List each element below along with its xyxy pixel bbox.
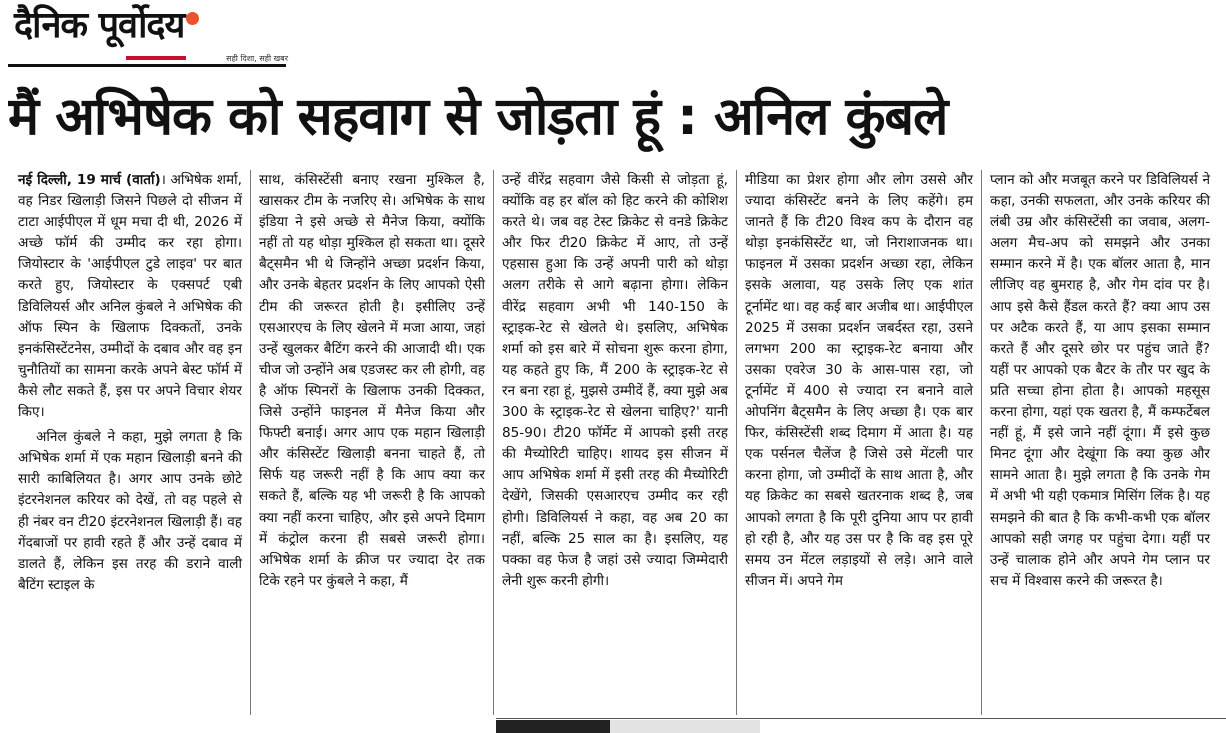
paragraph-text: । अभिषेक शर्मा, वह निडर खिलाड़ी जिसने पिछले दो सीजन में टाटा आईपीएल में धूम मचा दी थी, 2026 में अच्छे फॉर्म की उम्मीद कर रहा होगा। जियोस्टार के 'आईपीएल टुडे लाइव' पर बात करते हुए, जियोस्टार के एक्सपर्ट एबी डिविलियर्स और अनिल कुंबले ने अभिषेक की ऑफ स्पिन के खिलाफ दिक्कतों, उनके इनकंसिस्टेंटनेस, उम्मीदों के दबाव और वह इन चुनौतियों का सामना करके अपने बेस्ट फॉर्म में कैसे लौट सकते हैं, इस पर अपने विचार शेयर किए।	[18, 172, 242, 421]
paragraph: साथ, कंसिस्टेंसी बनाए रखना मुश्किल है, खासकर टीम के नजरिए से। अभिषेक के साथ इंडिया ने इसे अच्छे से मैनेज किया, क्योंकि नहीं तो यह थोड़ा मुश्किल हो सकता था। दूसरे बैट्समैन भी थे जिन्होंने अच्छा प्रदर्शन किया, और उनके बेहतर प्रदर्शन के लिए आपको ऐसी टीम की जरूरत होती है। इसीलिए उन्हें एसआरएच के लिए खेलने में मजा आया, जहां उन्हें खुलकर बैटिंग करने की आजादी थी। एक चीज जो उन्होंने अब एडजस्ट कर ली होगी, वह है ऑफ स्पिनरों के खिलाफ उनकी दिक्कत, जिसे उन्होंने फाइनल में मैनेज किया और फिफ्टी बनाई। अगर आप एक महान खिलाड़ी और कंसिस्टेंट खिलाड़ी बनना चाहते हैं, तो सिर्फ यह जरूरी नहीं है कि आप क्या कर सकते हैं, बल्कि यह भी जरूरी है कि आपको क्या नहीं करना चाहिए, और इसे अपने दिमाग में कंट्रोल करना ही सबसे जरूरी होगा। अभिषेक शर्मा के क्रीज पर ज्यादा देर तक टिके रहने पर कुंबले ने कहा, मैं	[259, 172, 485, 589]
article-column-5	[982, 170, 1218, 715]
masthead	[8, 6, 288, 76]
article-body	[10, 170, 1218, 715]
paragraph: प्लान को और मजबूत करने पर डिविलियर्स ने कहा, उनकी सफलता, और उनके करियर की लंबी उम्र और कंसिस्टेंसी का जवाब, अलग-अलग मैच-अप को समझने और उनका सम्मान करने में है। एक बॉलर आता है, मान लीजिए वह बुमराह है, और गेम दांव पर है। आप इसे कैसे हैंडल करते हैं? क्या आप उस पर अटैक करते हैं, या आप इसका सम्मान करते हैं और दूसरे छोर पर पहुंच जाते हैं? यहीं पर आपको एक बैटर के तौर पर खुद के प्रति सच्चा होना होता है। आपको महसूस करना होगा, यहां एक खतरा है, मैं कम्फर्टेबल नहीं हूं, मैं इसे जाने नहीं दूंगा। मैं इसे कुछ मिनट दूंगा और देखूंगा कि क्या कुछ और सामने आता है। मुझे लगता है कि उनके गेम में अभी भी यही एकमात्र मिसिंग लिंक है। यह समझने की बात है कि कभी-कभी एक बॉलर आपको सही जगह पर पहुंचा देगा। यहीं पर उन्हें चालाक होने और अपने गेम प्लान पर सच में विश्वास करने की जरूरत है।	[990, 172, 1210, 589]
article-column-2	[251, 170, 494, 715]
article-headline: मैं अभिषेक को सहवाग से जोड़ता हूं : अनिल कुंबले	[8, 87, 948, 147]
divider	[496, 718, 1226, 719]
article-column-3	[494, 170, 737, 715]
logo-dot-icon	[186, 12, 199, 25]
dateline: नई दिल्ली, 19 मार्च (वार्ता)	[18, 172, 161, 188]
masthead-red-bar	[126, 56, 186, 60]
logo-text: दैनिक पूर्वोदय	[14, 5, 185, 46]
masthead-rule	[8, 64, 286, 67]
newspaper-logo	[14, 6, 288, 46]
dark-block	[496, 720, 610, 733]
paragraph	[18, 170, 242, 423]
paragraph: अनिल कुंबले ने कहा, मुझे लगता है कि अभिषेक शर्मा में एक महान खिलाड़ी बनने की सारी काबिलियत है। अगर आप उनके छोटे इंटरनेशनल करियर को देखें, तो वह पहले से ही नंबर वन टी20 इंटरनेशनल खिलाड़ी हैं। वह गेंदबाजों पर हावी रहते हैं और उन्हें दबाव में डालते हैं, लेकिन इस तरह की डराने वाली बैटिंग स्टाइल के	[18, 429, 242, 593]
article-column-4	[737, 170, 982, 715]
bottom-strip	[0, 716, 1226, 729]
paragraph: मीडिया का प्रेशर होगा और लोग उससे और ज्यादा कंसिस्टेंट बनने के लिए कहेंगे। हम जानते हैं कि टी20 विश्व कप के दौरान वह थोड़ा इनकंसिस्टेंट था, जो निराशाजनक था। फाइनल में उसका प्रदर्शन अच्छा रहा, लेकिन इसके अलावा, यह उसके लिए एक शांत टूर्नामेंट था। वह कई बार अजीब था। आईपीएल 2025 में उसका प्रदर्शन जबर्दस्त रहा, उसने लगभग 200 का स्ट्राइक-रेट बनाया और उसका एवरेज 30 के आस-पास रहा, जो टूर्नामेंट में 400 से ज्यादा रन बनाने वाले ओपनिंग बैट्समैन के लिए अच्छा है। एक बार फिर, कंसिस्टेंसी शब्द दिमाग में आता है। यह एक पर्सनल चैलेंज है जिसे उसे मेंटली पार करना होगा, जो उम्मीदों के साथ आता है, और यह क्रिकेट का सबसे खतरनाक शब्द है, जब आपको लगता है कि पूरी दुनिया आप पर हावी हो रही है, और यह उस पर है कि वह इस पूरे समय उन मेंटल लड़ाइयों से लड़े। आने वाले सीजन में। अपने गेम	[745, 172, 973, 589]
masthead-tagline: सही दिशा, सही खबर	[226, 54, 288, 63]
article-column-1	[10, 170, 251, 715]
light-block	[610, 720, 760, 733]
paragraph: उन्हें वीरेंद्र सहवाग जैसे किसी से जोड़ता हूं, क्योंकि वह हर बॉल को हिट करने की कोशिश करते थे। जब वह टेस्ट क्रिकेट से वनडे क्रिकेट और फिर टी20 क्रिकेट में आए, तो उन्हें एहसास हुआ कि उन्हें अपनी पारी को थोड़ा अलग तरीके से आगे बढ़ाना होगा। लेकिन वीरेंद्र सहवाग अभी भी 140-150 के स्ट्राइक-रेट से खेलते थे। इसलिए, अभिषेक शर्मा को इस बारे में सोचना शुरू करना होगा, यह कहते हुए कि, मैं 200 के स्ट्राइक-रेट से रन बना रहा हूं, मुझसे उम्मीदें हैं, क्या मुझे अब 300 के स्ट्राइक-रेट से खेलना चाहिए?' यानी 85-90। टी20 फॉर्मेट में आपको इसी तरह की मैच्योरिटी चाहिए। शायद इस सीजन में आप अभिषेक शर्मा में इसी तरह की मैच्योरिटी देखेंगे, जिसकी एसआरएच उम्मीद कर रही होगी। डिविलियर्स ने कहा, वह अब 20 का नहीं, बल्कि 25 साल का है। इसलिए, यह पक्का वह फेज है जहां उसे ज्यादा जिम्मेदारी लेनी शुरू करनी होगी।	[502, 172, 728, 589]
